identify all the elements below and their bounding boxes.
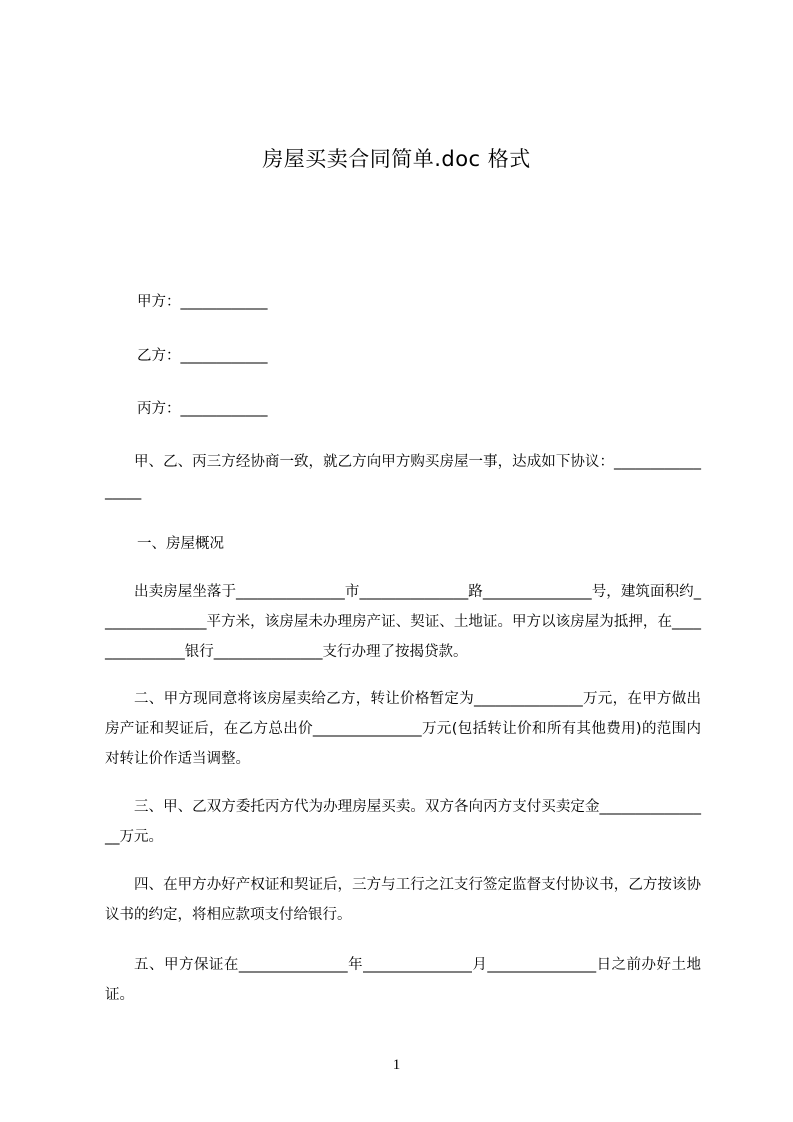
section-5-block xyxy=(105,950,701,1010)
party-b-line xyxy=(137,346,268,366)
party-c-blank: ____________ xyxy=(180,401,268,417)
page-number: 1 xyxy=(392,1057,401,1073)
party-a-label: 甲方： xyxy=(137,294,181,310)
section-1-body-block xyxy=(105,577,701,667)
party-a-line xyxy=(137,292,268,312)
party-b-label: 乙方： xyxy=(137,348,181,364)
section-5-paragraph: 五、甲方保证在_______________年_______________月_______________日之前办好土地证。 xyxy=(105,957,701,1003)
document-title: 房屋买卖合同简单.doc 格式 xyxy=(262,147,531,171)
intro-paragraph-block xyxy=(105,447,701,507)
section-1-body: 出卖房屋坐落于_______________市_______________路_______________号，建筑面积约_______________平方米，该房屋未办理房产证、契证、土地证。甲方以该房屋为抵押，在_______________银行_______________支行办理了按揭贷款。 xyxy=(105,584,701,660)
party-a-blank: ____________ xyxy=(180,294,268,310)
party-b-blank: ____________ xyxy=(180,348,268,364)
section-4-block xyxy=(105,870,701,930)
section-1-heading: 一、房屋概况 xyxy=(137,536,224,552)
intro-paragraph: 甲、乙、丙三方经协商一致，就乙方向甲方购买房屋一事，达成如下协议：_________________ xyxy=(105,454,701,500)
party-c-label: 丙方： xyxy=(137,401,181,417)
section-2-paragraph: 二、甲方现同意将该房屋卖给乙方，转让价格暂定为_______________万元，在甲方做出房产证和契证后，在乙方总出价_______________万元(包括转让价和所有其他费用)的范围内对转让价作适当调整。 xyxy=(105,691,701,767)
section-2-block xyxy=(105,684,701,774)
section-3-block xyxy=(105,792,701,852)
party-c-line xyxy=(137,399,268,419)
section-3-paragraph: 三、甲、乙双方委托丙方代为办理房屋买卖。双方各向丙方支付买卖定金________________万元。 xyxy=(105,799,701,845)
section-4-paragraph: 四、在甲方办好产权证和契证后，三方与工行之江支行签定监督支付协议书，乙方按该协议书的约定，将相应款项支付给银行。 xyxy=(105,877,701,923)
